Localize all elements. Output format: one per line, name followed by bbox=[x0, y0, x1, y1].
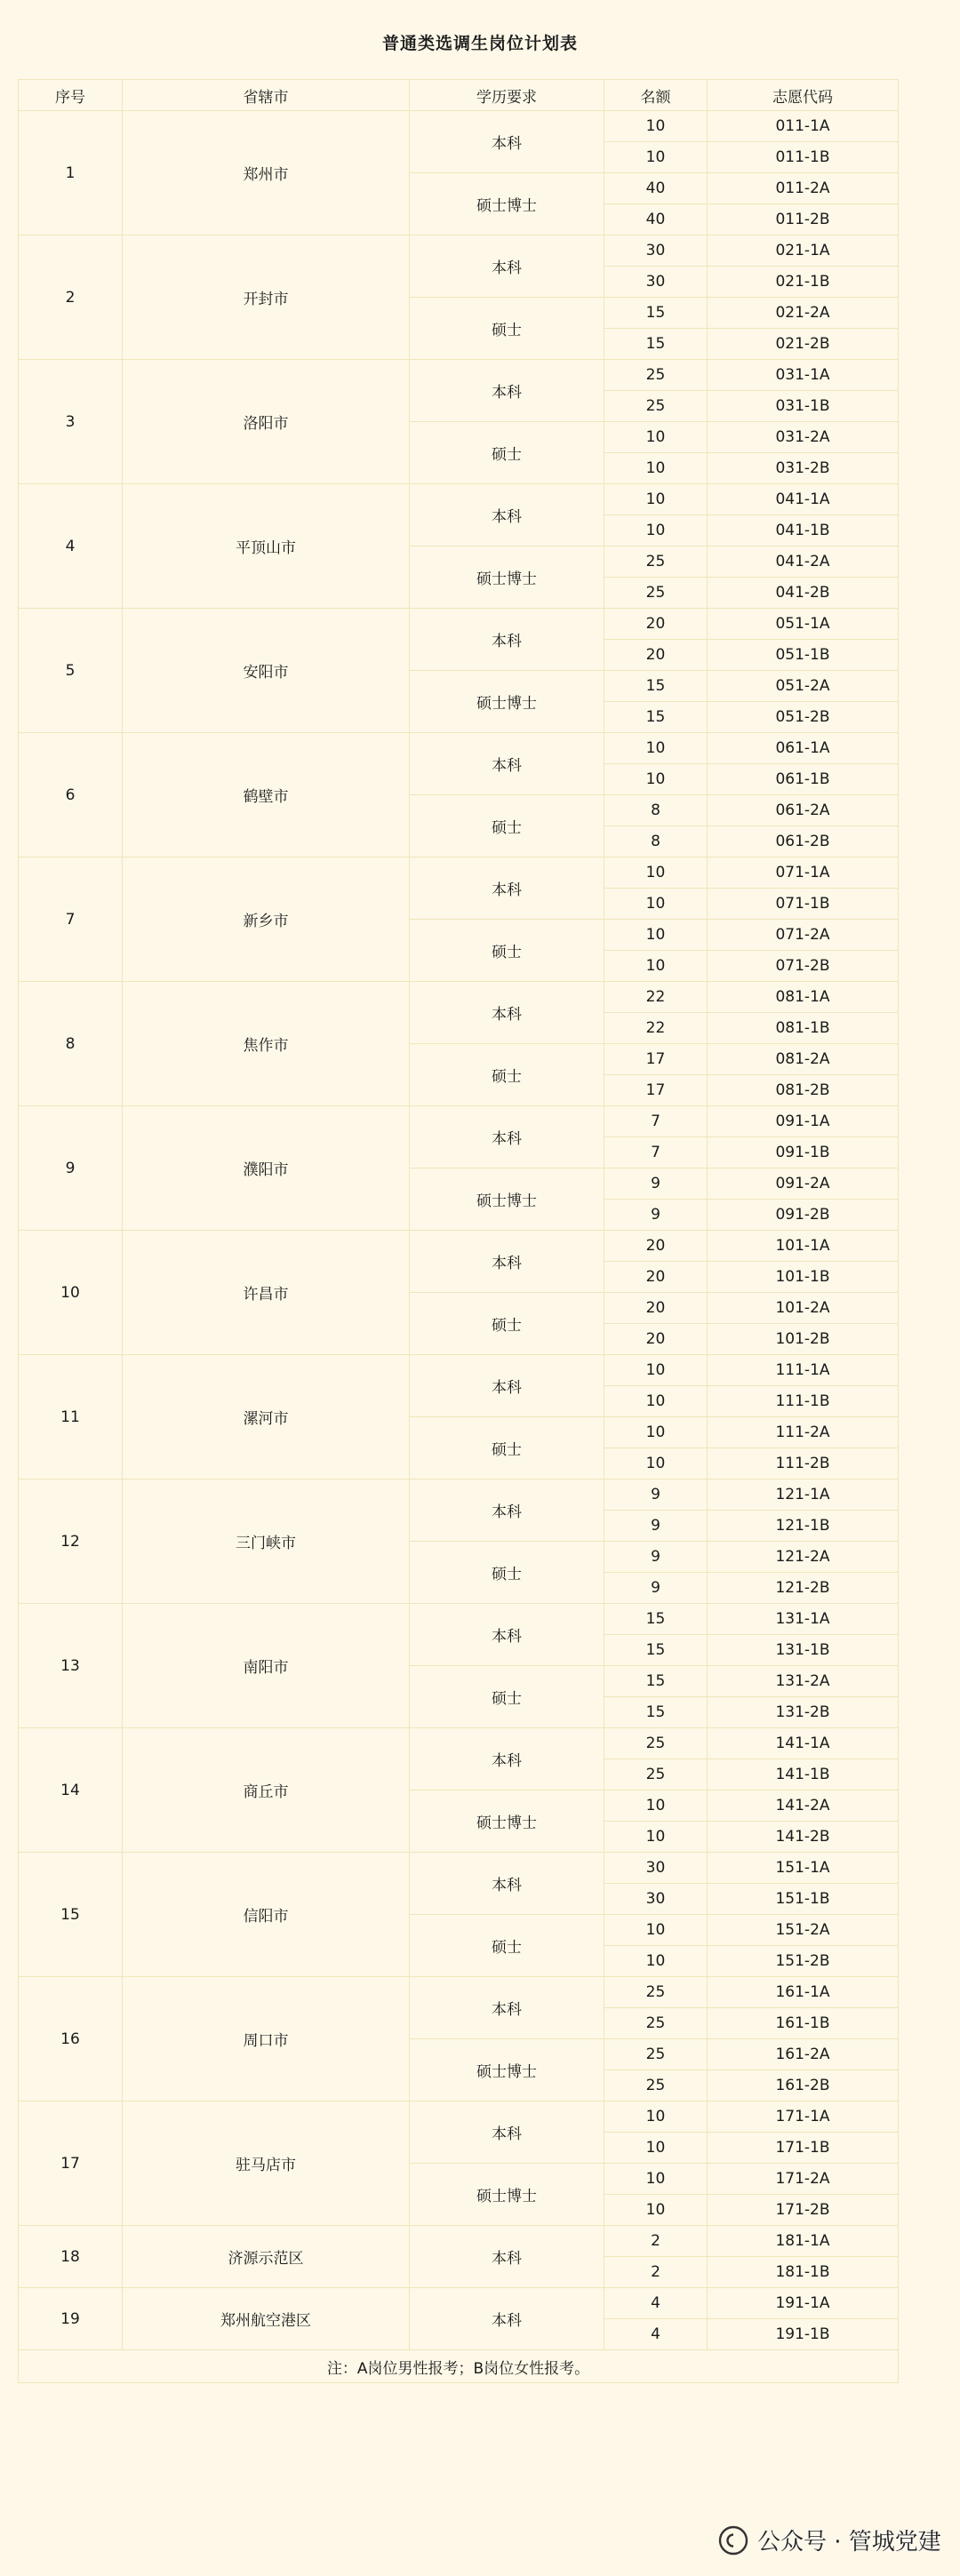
cell-city: 安阳市 bbox=[123, 609, 410, 733]
cell-quota: 10 bbox=[604, 422, 708, 453]
table-row bbox=[19, 609, 899, 640]
cell-quota: 9 bbox=[604, 1511, 708, 1542]
cell-code: 071-1B bbox=[708, 889, 899, 920]
cell-number: 16 bbox=[19, 1977, 123, 2101]
cell-number: 2 bbox=[19, 235, 123, 360]
header-education: 学历要求 bbox=[410, 80, 604, 111]
table-row bbox=[19, 1604, 899, 1635]
cell-code: 051-2B bbox=[708, 702, 899, 733]
cell-city: 许昌市 bbox=[123, 1231, 410, 1355]
cell-number: 9 bbox=[19, 1106, 123, 1231]
cell-quota: 10 bbox=[604, 920, 708, 951]
cell-quota: 10 bbox=[604, 2133, 708, 2164]
cell-code: 121-2B bbox=[708, 1573, 899, 1604]
cell-code: 121-1A bbox=[708, 1479, 899, 1511]
cell-quota: 10 bbox=[604, 1915, 708, 1946]
cell-city: 周口市 bbox=[123, 1977, 410, 2101]
cell-quota: 10 bbox=[604, 764, 708, 795]
cell-quota: 25 bbox=[604, 2039, 708, 2070]
cell-quota: 10 bbox=[604, 1822, 708, 1853]
table-row bbox=[19, 1231, 899, 1262]
cell-city: 信阳市 bbox=[123, 1853, 410, 1977]
cell-code: 051-2A bbox=[708, 671, 899, 702]
cell-code: 071-2A bbox=[708, 920, 899, 951]
cell-quota: 40 bbox=[604, 204, 708, 235]
cell-city: 濮阳市 bbox=[123, 1106, 410, 1231]
cell-code: 141-2A bbox=[708, 1790, 899, 1822]
table-row bbox=[19, 111, 899, 142]
cell-education: 本科 bbox=[410, 360, 604, 422]
cell-code: 101-2A bbox=[708, 1293, 899, 1324]
table-row bbox=[19, 1479, 899, 1511]
cell-education: 硕士 bbox=[410, 1293, 604, 1355]
cell-quota: 17 bbox=[604, 1075, 708, 1106]
cell-code: 111-2A bbox=[708, 1417, 899, 1448]
cell-education: 本科 bbox=[410, 484, 604, 546]
table-row bbox=[19, 235, 899, 267]
cell-quota: 15 bbox=[604, 671, 708, 702]
cell-code: 071-1A bbox=[708, 857, 899, 889]
cell-code: 191-1A bbox=[708, 2288, 899, 2319]
cell-code: 111-2B bbox=[708, 1448, 899, 1479]
table-row bbox=[19, 857, 899, 889]
cell-quota: 9 bbox=[604, 1573, 708, 1604]
cell-code: 131-2A bbox=[708, 1666, 899, 1697]
cell-code: 101-2B bbox=[708, 1324, 899, 1355]
cell-education: 硕士博士 bbox=[410, 173, 604, 235]
cell-quota: 25 bbox=[604, 360, 708, 391]
cell-education: 本科 bbox=[410, 1604, 604, 1666]
cell-code: 031-1B bbox=[708, 391, 899, 422]
cell-city: 鹤壁市 bbox=[123, 733, 410, 857]
cell-education: 本科 bbox=[410, 2101, 604, 2164]
cell-code: 171-2B bbox=[708, 2195, 899, 2226]
cell-code: 091-2A bbox=[708, 1168, 899, 1200]
cell-quota: 10 bbox=[604, 951, 708, 982]
cell-quota: 25 bbox=[604, 2008, 708, 2039]
table-row bbox=[19, 1355, 899, 1386]
watermark-text: 公众号 · 管城党建 bbox=[757, 2529, 941, 2556]
cell-education: 本科 bbox=[410, 609, 604, 671]
cell-quota: 10 bbox=[604, 2101, 708, 2133]
cell-quota: 10 bbox=[604, 2195, 708, 2226]
cell-code: 141-1A bbox=[708, 1728, 899, 1759]
cell-education: 硕士博士 bbox=[410, 2164, 604, 2226]
cell-city: 济源示范区 bbox=[123, 2226, 410, 2288]
cell-code: 031-1A bbox=[708, 360, 899, 391]
cell-code: 181-1B bbox=[708, 2257, 899, 2288]
cell-quota: 15 bbox=[604, 1604, 708, 1635]
cell-quota: 10 bbox=[604, 142, 708, 173]
cell-quota: 20 bbox=[604, 1324, 708, 1355]
cell-city: 焦作市 bbox=[123, 982, 410, 1106]
cell-quota: 15 bbox=[604, 1697, 708, 1728]
cell-quota: 10 bbox=[604, 1448, 708, 1479]
cell-code: 121-2A bbox=[708, 1542, 899, 1573]
cell-code: 141-1B bbox=[708, 1759, 899, 1790]
cell-number: 18 bbox=[19, 2226, 123, 2288]
cell-code: 061-1B bbox=[708, 764, 899, 795]
cell-education: 本科 bbox=[410, 2226, 604, 2288]
cell-city: 郑州航空港区 bbox=[123, 2288, 410, 2350]
cell-quota: 20 bbox=[604, 1231, 708, 1262]
position-plan-table bbox=[18, 79, 899, 2383]
cell-code: 071-2B bbox=[708, 951, 899, 982]
cell-number: 3 bbox=[19, 360, 123, 484]
table-row bbox=[19, 733, 899, 764]
cell-code: 061-2B bbox=[708, 826, 899, 857]
cell-quota: 10 bbox=[604, 1386, 708, 1417]
cell-education: 本科 bbox=[410, 857, 604, 920]
cell-city: 新乡市 bbox=[123, 857, 410, 982]
cell-quota: 15 bbox=[604, 329, 708, 360]
cell-quota: 25 bbox=[604, 578, 708, 609]
cell-education: 本科 bbox=[410, 1853, 604, 1915]
cell-code: 171-1B bbox=[708, 2133, 899, 2164]
cell-quota: 25 bbox=[604, 2070, 708, 2101]
cell-quota: 10 bbox=[604, 453, 708, 484]
cell-code: 161-2A bbox=[708, 2039, 899, 2070]
cell-education: 硕士博士 bbox=[410, 2039, 604, 2101]
cell-quota: 10 bbox=[604, 1790, 708, 1822]
cell-education: 本科 bbox=[410, 111, 604, 173]
cell-code: 091-2B bbox=[708, 1200, 899, 1231]
cell-quota: 25 bbox=[604, 391, 708, 422]
cell-code: 161-1B bbox=[708, 2008, 899, 2039]
cell-quota: 22 bbox=[604, 982, 708, 1013]
table-row bbox=[19, 1853, 899, 1884]
cell-quota: 15 bbox=[604, 1666, 708, 1697]
cell-code: 101-1B bbox=[708, 1262, 899, 1293]
cell-code: 121-1B bbox=[708, 1511, 899, 1542]
cell-code: 101-1A bbox=[708, 1231, 899, 1262]
cell-quota: 2 bbox=[604, 2226, 708, 2257]
cell-education: 本科 bbox=[410, 1231, 604, 1293]
header-number: 序号 bbox=[19, 80, 123, 111]
cell-code: 131-1A bbox=[708, 1604, 899, 1635]
table-row bbox=[19, 484, 899, 515]
cell-code: 151-2A bbox=[708, 1915, 899, 1946]
cell-code: 081-1B bbox=[708, 1013, 899, 1044]
cell-code: 161-1A bbox=[708, 1977, 899, 2008]
cell-code: 161-2B bbox=[708, 2070, 899, 2101]
cell-number: 5 bbox=[19, 609, 123, 733]
cell-quota: 9 bbox=[604, 1168, 708, 1200]
watermark bbox=[718, 2524, 941, 2556]
cell-quota: 9 bbox=[604, 1200, 708, 1231]
cell-code: 111-1A bbox=[708, 1355, 899, 1386]
cell-education: 本科 bbox=[410, 1479, 604, 1542]
cell-education: 本科 bbox=[410, 235, 604, 298]
cell-quota: 4 bbox=[604, 2319, 708, 2350]
table-row bbox=[19, 2288, 899, 2319]
cell-city: 平顶山市 bbox=[123, 484, 410, 609]
cell-code: 041-1A bbox=[708, 484, 899, 515]
cell-quota: 10 bbox=[604, 2164, 708, 2195]
note-row bbox=[19, 2350, 899, 2383]
cell-city: 郑州市 bbox=[123, 111, 410, 235]
cell-quota: 25 bbox=[604, 1728, 708, 1759]
cell-education: 硕士 bbox=[410, 422, 604, 484]
cell-education: 硕士 bbox=[410, 298, 604, 360]
cell-quota: 4 bbox=[604, 2288, 708, 2319]
cell-code: 011-1A bbox=[708, 111, 899, 142]
table-body bbox=[19, 111, 899, 2350]
cell-code: 091-1A bbox=[708, 1106, 899, 1137]
cell-code: 171-2A bbox=[708, 2164, 899, 2195]
cell-education: 硕士博士 bbox=[410, 1790, 604, 1853]
cell-number: 11 bbox=[19, 1355, 123, 1479]
cell-quota: 10 bbox=[604, 733, 708, 764]
cell-quota: 22 bbox=[604, 1013, 708, 1044]
header-quota: 名额 bbox=[604, 80, 708, 111]
cell-quota: 15 bbox=[604, 1635, 708, 1666]
cell-code: 081-1A bbox=[708, 982, 899, 1013]
table-row bbox=[19, 1728, 899, 1759]
cell-number: 7 bbox=[19, 857, 123, 982]
header-city: 省辖市 bbox=[123, 80, 410, 111]
cell-quota: 9 bbox=[604, 1542, 708, 1573]
cell-code: 061-1A bbox=[708, 733, 899, 764]
table-row bbox=[19, 1106, 899, 1137]
cell-quota: 30 bbox=[604, 1853, 708, 1884]
cell-code: 031-2A bbox=[708, 422, 899, 453]
cell-code: 011-2B bbox=[708, 204, 899, 235]
cell-number: 12 bbox=[19, 1479, 123, 1604]
cell-education: 硕士博士 bbox=[410, 671, 604, 733]
cell-quota: 2 bbox=[604, 2257, 708, 2288]
cell-code: 131-2B bbox=[708, 1697, 899, 1728]
page-title: 普通类选调生岗位计划表 bbox=[381, 34, 578, 53]
cell-quota: 25 bbox=[604, 1759, 708, 1790]
cell-quota: 15 bbox=[604, 298, 708, 329]
cell-education: 本科 bbox=[410, 1728, 604, 1790]
cell-code: 081-2B bbox=[708, 1075, 899, 1106]
cell-quota: 10 bbox=[604, 515, 708, 546]
cell-quota: 25 bbox=[604, 1977, 708, 2008]
cell-quota: 30 bbox=[604, 235, 708, 267]
cell-education: 硕士 bbox=[410, 1542, 604, 1604]
cell-city: 南阳市 bbox=[123, 1604, 410, 1728]
cell-quota: 20 bbox=[604, 609, 708, 640]
cell-number: 19 bbox=[19, 2288, 123, 2350]
cell-education: 硕士博士 bbox=[410, 1168, 604, 1231]
cell-education: 本科 bbox=[410, 733, 604, 795]
cell-quota: 7 bbox=[604, 1106, 708, 1137]
cell-quota: 17 bbox=[604, 1044, 708, 1075]
cell-number: 14 bbox=[19, 1728, 123, 1853]
cell-city: 驻马店市 bbox=[123, 2101, 410, 2226]
cell-code: 041-1B bbox=[708, 515, 899, 546]
cell-education: 硕士 bbox=[410, 920, 604, 982]
cell-education: 硕士 bbox=[410, 795, 604, 857]
cell-number: 15 bbox=[19, 1853, 123, 1977]
cell-city: 洛阳市 bbox=[123, 360, 410, 484]
cell-education: 硕士 bbox=[410, 1915, 604, 1977]
cell-code: 021-1A bbox=[708, 235, 899, 267]
cell-quota: 9 bbox=[604, 1479, 708, 1511]
cell-code: 191-1B bbox=[708, 2319, 899, 2350]
cell-code: 051-1B bbox=[708, 640, 899, 671]
cell-quota: 10 bbox=[604, 857, 708, 889]
cell-city: 三门峡市 bbox=[123, 1479, 410, 1604]
cell-quota: 10 bbox=[604, 111, 708, 142]
cell-quota: 10 bbox=[604, 484, 708, 515]
cell-quota: 7 bbox=[604, 1137, 708, 1168]
cell-code: 031-2B bbox=[708, 453, 899, 484]
cell-number: 1 bbox=[19, 111, 123, 235]
cell-education: 本科 bbox=[410, 1977, 604, 2039]
cell-quota: 40 bbox=[604, 173, 708, 204]
cell-quota: 10 bbox=[604, 889, 708, 920]
cell-number: 8 bbox=[19, 982, 123, 1106]
cell-quota: 20 bbox=[604, 640, 708, 671]
cell-code: 151-1A bbox=[708, 1853, 899, 1884]
cell-code: 141-2B bbox=[708, 1822, 899, 1853]
wechat-official-account-icon bbox=[718, 2525, 748, 2556]
cell-code: 081-2A bbox=[708, 1044, 899, 1075]
cell-code: 021-1B bbox=[708, 267, 899, 298]
cell-quota: 20 bbox=[604, 1262, 708, 1293]
cell-education: 硕士 bbox=[410, 1666, 604, 1728]
table-row bbox=[19, 360, 899, 391]
cell-number: 6 bbox=[19, 733, 123, 857]
table-note: 注：A岗位男性报考；B岗位女性报考。 bbox=[19, 2350, 899, 2383]
cell-city: 商丘市 bbox=[123, 1728, 410, 1853]
cell-code: 151-2B bbox=[708, 1946, 899, 1977]
cell-quota: 25 bbox=[604, 546, 708, 578]
cell-code: 051-1A bbox=[708, 609, 899, 640]
cell-city: 漯河市 bbox=[123, 1355, 410, 1479]
cell-quota: 10 bbox=[604, 1417, 708, 1448]
cell-quota: 15 bbox=[604, 702, 708, 733]
cell-code: 011-1B bbox=[708, 142, 899, 173]
cell-number: 17 bbox=[19, 2101, 123, 2226]
table-row bbox=[19, 1977, 899, 2008]
cell-number: 4 bbox=[19, 484, 123, 609]
cell-quota: 8 bbox=[604, 795, 708, 826]
cell-code: 011-2A bbox=[708, 173, 899, 204]
cell-quota: 10 bbox=[604, 1946, 708, 1977]
cell-code: 111-1B bbox=[708, 1386, 899, 1417]
cell-number: 13 bbox=[19, 1604, 123, 1728]
cell-code: 041-2B bbox=[708, 578, 899, 609]
cell-quota: 8 bbox=[604, 826, 708, 857]
table-row bbox=[19, 2226, 899, 2257]
cell-education: 本科 bbox=[410, 1106, 604, 1168]
cell-code: 151-1B bbox=[708, 1884, 899, 1915]
cell-code: 131-1B bbox=[708, 1635, 899, 1666]
cell-education: 本科 bbox=[410, 2288, 604, 2350]
cell-education: 硕士 bbox=[410, 1417, 604, 1479]
table-row bbox=[19, 2101, 899, 2133]
cell-code: 181-1A bbox=[708, 2226, 899, 2257]
cell-code: 091-1B bbox=[708, 1137, 899, 1168]
cell-number: 10 bbox=[19, 1231, 123, 1355]
table-row bbox=[19, 982, 899, 1013]
cell-education: 硕士 bbox=[410, 1044, 604, 1106]
cell-education: 本科 bbox=[410, 982, 604, 1044]
cell-code: 021-2A bbox=[708, 298, 899, 329]
cell-code: 021-2B bbox=[708, 329, 899, 360]
cell-education: 硕士博士 bbox=[410, 546, 604, 609]
cell-code: 041-2A bbox=[708, 546, 899, 578]
cell-code: 171-1A bbox=[708, 2101, 899, 2133]
cell-education: 本科 bbox=[410, 1355, 604, 1417]
cell-quota: 30 bbox=[604, 267, 708, 298]
table-header-row bbox=[19, 80, 899, 111]
header-code: 志愿代码 bbox=[708, 80, 899, 111]
cell-quota: 30 bbox=[604, 1884, 708, 1915]
cell-quota: 20 bbox=[604, 1293, 708, 1324]
cell-code: 061-2A bbox=[708, 795, 899, 826]
cell-city: 开封市 bbox=[123, 235, 410, 360]
cell-quota: 10 bbox=[604, 1355, 708, 1386]
